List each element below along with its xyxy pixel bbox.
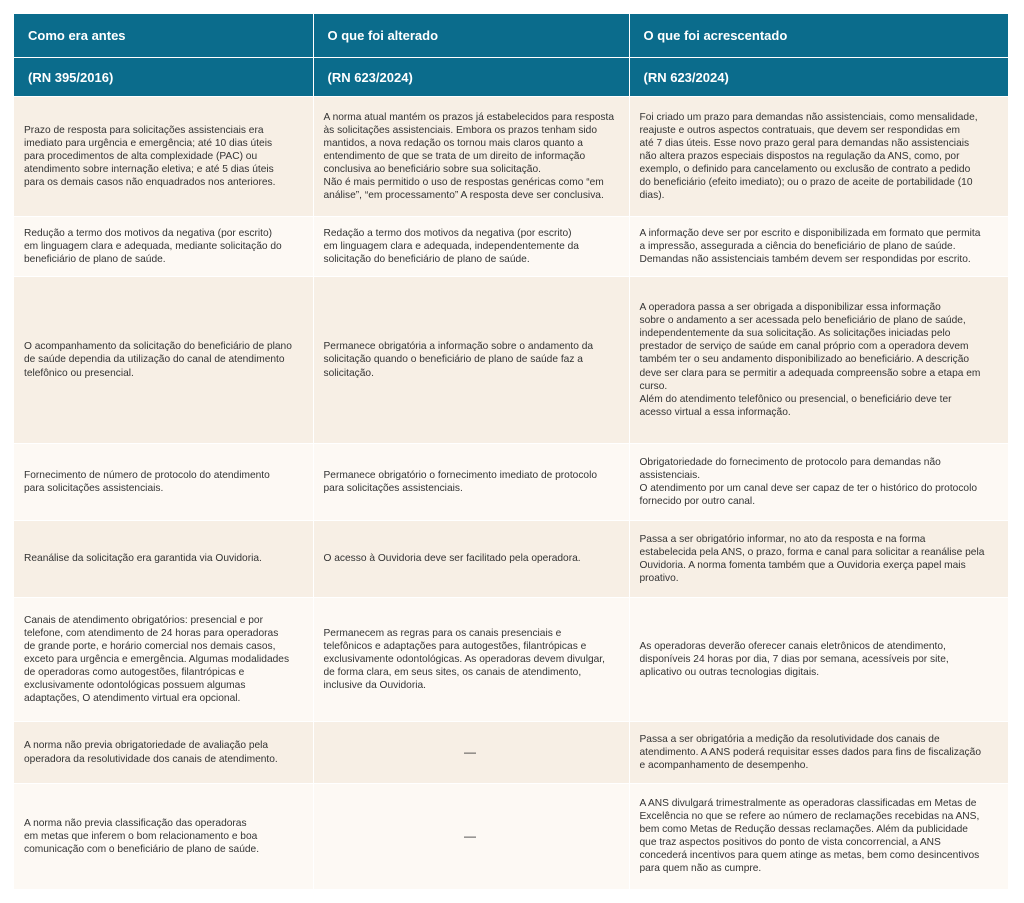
cell-acrescentado: A informação deve ser por escrito e disponibilizada em formato que permita a impressão, assegurada a ciência do beneficiário de plano de saúde. Demandas não assistenciais também devem ser respondidas por escrito. <box>629 217 1008 277</box>
col-acrescentado-title: O que foi acrescentado <box>629 14 1008 58</box>
cell-acrescentado: A ANS divulgará trimestralmente as operadoras classificadas em Metas de Excelência no que se refere ao número de reclamações recebidas na ANS, bem como Metas de Redução dessas reclamações. Além da publicidade que traz aspectos positivos do ponto de vista concorrencial, a ANS concederá incentivos para quem atinge as metas, bem como desincentivos para quem não as cumpre. <box>629 784 1008 889</box>
cell-acrescentado: Passa a ser obrigatória a medição da resolutividade dos canais de atendimento. A ANS poderá requisitar esses dados para fins de fiscalização e acompanhamento de desempenho. <box>629 722 1008 784</box>
cell-alterado: Redação a termo dos motivos da negativa (por escrito) em linguagem clara e adequada, independentemente da solicitação do beneficiário de plano de saúde. <box>313 217 629 277</box>
table-row <box>14 277 1008 444</box>
table-row <box>14 598 1008 722</box>
cell-antes: Redução a termo dos motivos da negativa (por escrito) em linguagem clara e adequada, mediante solicitação do beneficiário de plano de saúde. <box>14 217 313 277</box>
cell-antes: Prazo de resposta para solicitações assistenciais era imediato para urgência e emergência; até 10 dias úteis para procedimentos de alta complexidade (PAC) ou atendimento sobre internação eletiva; e até 5 dias úteis para os demais casos não enquadrados nos anteriores. <box>14 97 313 217</box>
cell-alterado: A norma atual mantém os prazos já estabelecidos para resposta às solicitações assistenciais. Embora os prazos tenham sido mantidos, a nova redação os tornou mais claros quanto a entendimento de que se trata de um direito de informação conclusiva ao beneficiário sobre sua solicitação. Não é mais permitido o uso de respostas genéricas como “em análise”, “em processamento” A resposta deve ser conclusiva. <box>313 97 629 217</box>
table-row <box>14 444 1008 521</box>
cell-antes: Fornecimento de número de protocolo do atendimento para solicitações assistenciais. <box>14 444 313 521</box>
cell-alterado: Permanece obrigatório o fornecimento imediato de protocolo para solicitações assistenciais. <box>313 444 629 521</box>
col-alterado-norm: (RN 623/2024) <box>313 58 629 97</box>
cell-alterado: O acesso à Ouvidoria deve ser facilitado pela operadora. <box>313 521 629 598</box>
cell-acrescentado: Passa a ser obrigatório informar, no ato da resposta e na forma estabelecida pela ANS, o prazo, forma e canal para solicitar a reanálise pela Ouvidoria. A norma fomenta também que a Ouvidoria exerça papel mais proativo. <box>629 521 1008 598</box>
cell-alterado-empty: — <box>313 722 629 784</box>
col-antes-norm: (RN 395/2016) <box>14 58 313 97</box>
cell-antes: Reanálise da solicitação era garantida via Ouvidoria. <box>14 521 313 598</box>
cell-antes: A norma não previa classificação das operadoras em metas que inferem o bom relacionamento e boa comunicação com o beneficiário de plano de saúde. <box>14 784 313 889</box>
col-acrescentado-norm: (RN 623/2024) <box>629 58 1008 97</box>
cell-acrescentado: Foi criado um prazo para demandas não assistenciais, como mensalidade, reajuste e outros aspectos contratuais, que devem ser respondidas em até 7 dias úteis. Esse novo prazo geral para demandas não assistenciais não altera prazos especiais dispostos na regulação da ANS, como, por exemplo, o definido para cancelamento ou exclusão de contrato a pedido do beneficiário (efeito imediato); ou o prazo de aceite de portabilidade (10 dias). <box>629 97 1008 217</box>
table-row <box>14 217 1008 277</box>
subheader-row <box>14 58 1008 97</box>
cell-antes: O acompanhamento da solicitação do beneficiário de plano de saúde dependia da utilização do canal de atendimento telefônico ou presencial. <box>14 277 313 444</box>
table-row <box>14 521 1008 598</box>
table-row <box>14 97 1008 217</box>
cell-alterado-empty: — <box>313 784 629 889</box>
table-row <box>14 784 1008 889</box>
cell-acrescentado: A operadora passa a ser obrigada a disponibilizar essa informação sobre o andamento a ser acessada pelo beneficiário de plano de saúde, independentemente da sua solicitação. As solicitações iniciadas pelo prestador de serviço de saúde em canal próprio com a operadora devem também ter o seu andamento disponibilizado ao beneficiário. A descrição deve ser clara para se permitir a adequada compreensão sobre a etapa em curso. Além do atendimento telefônico ou presencial, o beneficiário deve ter acesso virtual a essa informação. <box>629 277 1008 444</box>
col-alterado-title: O que foi alterado <box>313 14 629 58</box>
cell-antes: A norma não previa obrigatoriedade de avaliação pela operadora da resolutividade dos canais de atendimento. <box>14 722 313 784</box>
cell-antes: Canais de atendimento obrigatórios: presencial e por telefone, com atendimento de 24 horas para operadoras de grande porte, e horário comercial nos demais casos, exceto para urgência e emergência. Algumas modalidades de operadoras como autogestões, filantrópicas e exclusivamente odontológicas possuem algumas adaptações, O atendimento virtual era opcional. <box>14 598 313 722</box>
cell-acrescentado: Obrigatoriedade do fornecimento de protocolo para demandas não assistenciais. O atendimento por um canal deve ser capaz de ter o histórico do protocolo fornecido por outro canal. <box>629 444 1008 521</box>
header-row <box>14 14 1008 58</box>
cell-alterado: Permanecem as regras para os canais presenciais e telefônicos e adaptações para autogestões, filantrópicas e exclusivamente odontológicas. As operadoras devem divulgar, de forma clara, em seus sites, os canais de atendimento, inclusive da Ouvidoria. <box>313 598 629 722</box>
col-antes-title: Como era antes <box>14 14 313 58</box>
cell-acrescentado: As operadoras deverão oferecer canais eletrônicos de atendimento, disponíveis 24 horas por dia, 7 dias por semana, acessíveis por site, aplicativo ou outras tecnologias digitais. <box>629 598 1008 722</box>
cell-alterado: Permanece obrigatória a informação sobre o andamento da solicitação quando o beneficiário de plano de saúde faz a solicitação. <box>313 277 629 444</box>
table-row <box>14 722 1008 784</box>
comparison-table <box>14 14 1008 889</box>
